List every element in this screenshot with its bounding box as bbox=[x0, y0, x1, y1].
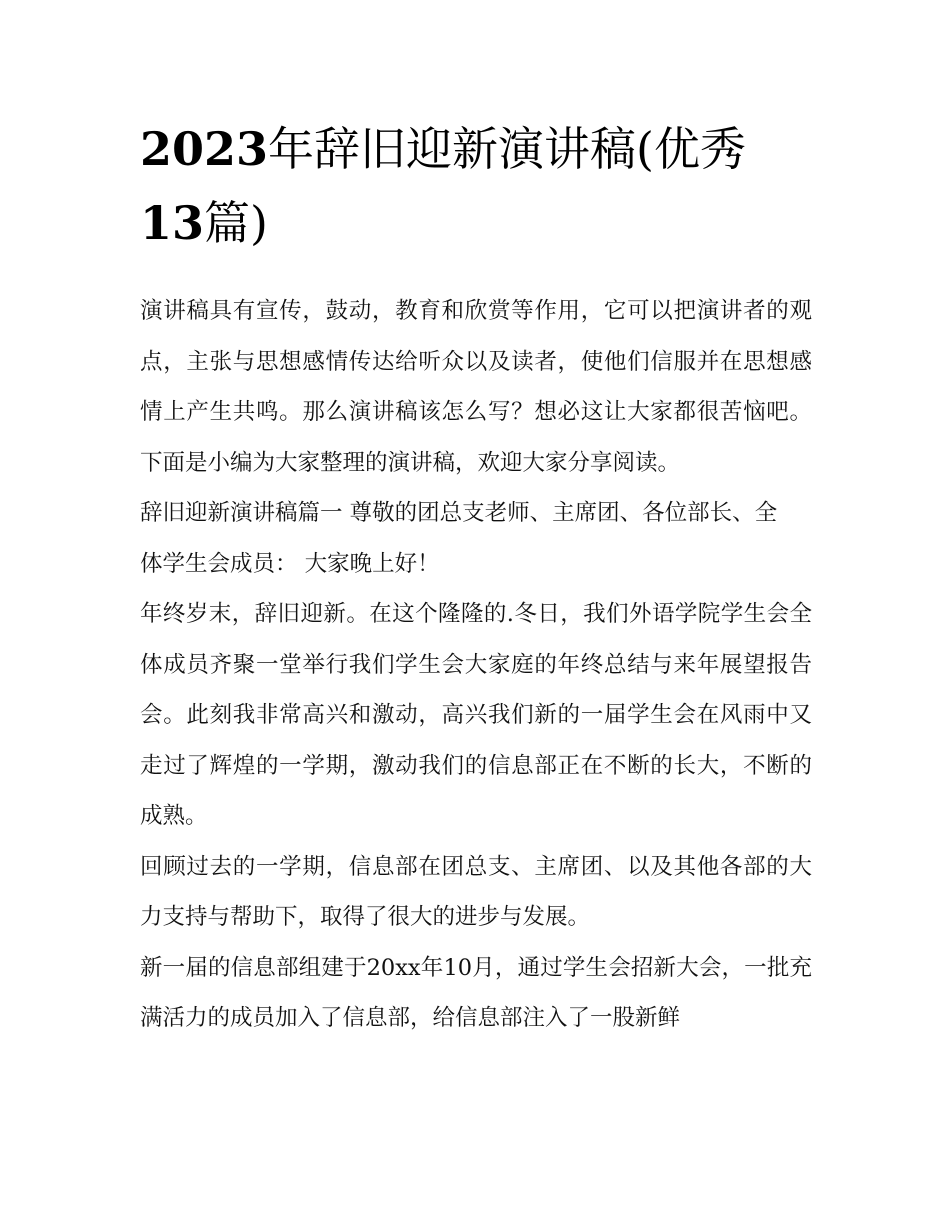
title-year: 2023 bbox=[140, 122, 269, 176]
body-paragraph: 新一届的信息部组建于20xx年10月，通过学生会招新大会，一批充满活力的成员加入了信息部，给信息部注入了一股新鲜 bbox=[140, 954, 812, 1031]
body-paragraph: 回顾过去的一学期，信息部在团总支、主席团、以及其他各部的大力支持与帮助下，取得了很大的进步与发展。 bbox=[140, 853, 812, 930]
document-title bbox=[140, 112, 780, 260]
document-body bbox=[140, 112, 812, 1044]
body-paragraph: 年终岁末，辞旧迎新。在这个隆隆的.冬日，我们外语学院学生会全体成员齐聚一堂举行我们学生会大家庭的年终总结与来年展望报告会。此刻我非常高兴和激动，高兴我们新的一届学生会在风雨中又走过了辉煌的一学期，激动我们的信息部正在不断的长大，不断的成熟。 bbox=[140, 601, 812, 829]
intro-paragraph: 演讲稿具有宣传，鼓动，教育和欣赏等作用，它可以把演讲者的观点，主张与思想感情传达给听众以及读者，使他们信服并在思想感情上产生共鸣。那么演讲稿该怎么写？想必这让大家都很苦恼吧。下面是小编为大家整理的演讲稿，欢迎大家分享阅读。 bbox=[140, 298, 812, 476]
title-count: 13 bbox=[140, 196, 205, 250]
title-text: 年辞旧迎新演讲稿(优秀 bbox=[268, 122, 746, 176]
title-text-end: 篇) bbox=[204, 196, 268, 250]
speech-heading-paragraph: 辞旧迎新演讲稿篇一 尊敬的团总支老师、主席团、各位部长、全体学生会成员： 大家晚上好！ bbox=[140, 500, 778, 577]
